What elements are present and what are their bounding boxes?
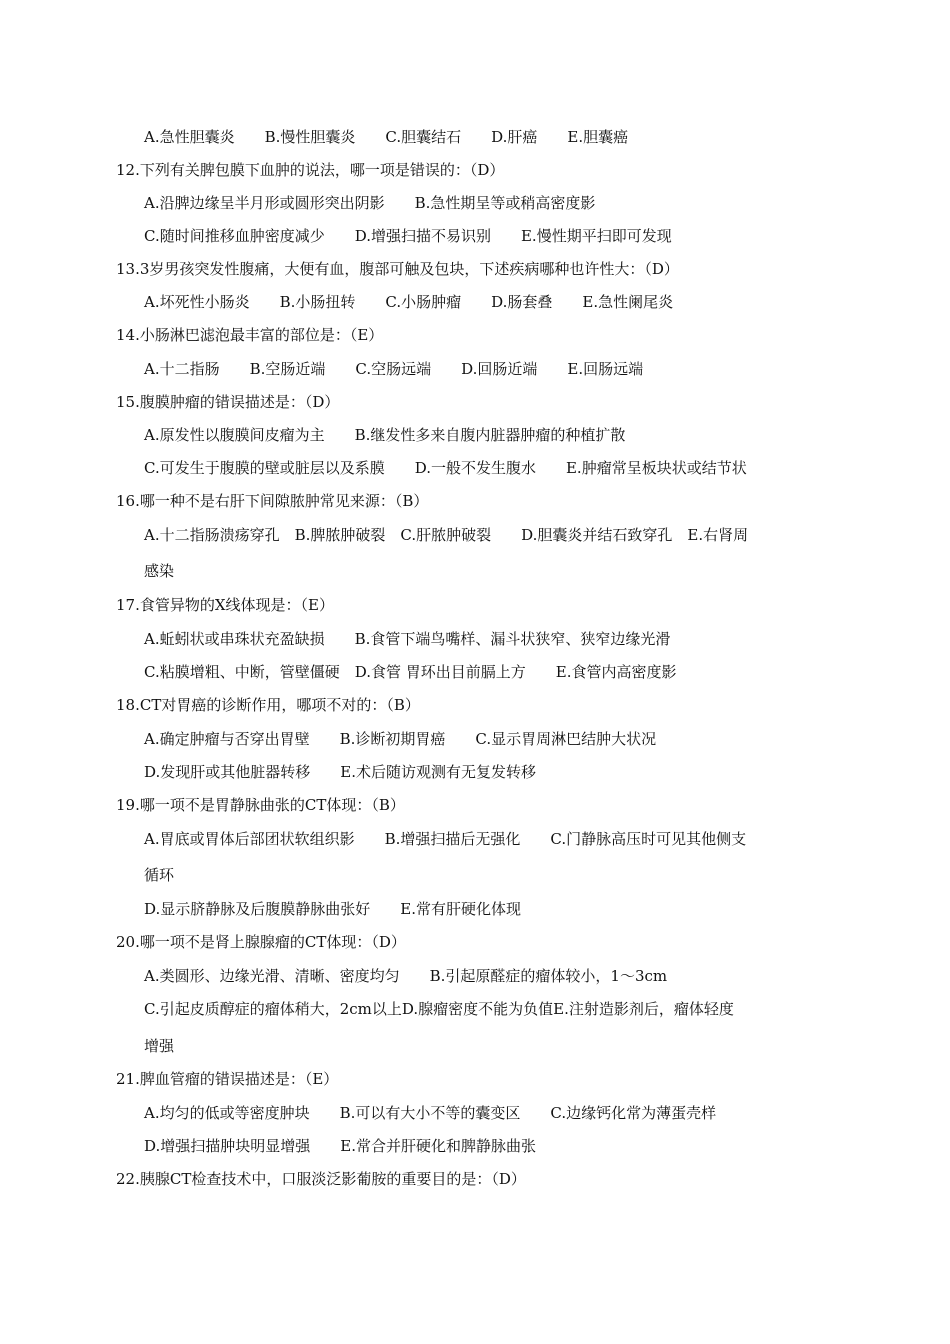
question-line: 20.哪一项不是肾上腺腺瘤的CT体现：（D） bbox=[116, 933, 406, 951]
option-line: A.胃底或胃体后部团状软组织影 B.增强扫描后无强化 C.门静脉高压时可见其他侧支 bbox=[144, 830, 747, 848]
question-line: 17.食管异物的X线体现是：（E） bbox=[116, 596, 334, 614]
question-line: 21.脾血管瘤的错误描述是：（E） bbox=[116, 1070, 339, 1088]
option-line: C.粘膜增粗、中断，管壁僵硬 D.食管 胃环出目前膈上方 E.食管内高密度影 bbox=[144, 663, 677, 681]
question-line: 16.哪一种不是右肝下间隙脓肿常见来源：（B） bbox=[116, 492, 429, 510]
option-line: A.坏死性小肠炎 B.小肠扭转 C.小肠肿瘤 D.肠套叠 E.急性阑尾炎 bbox=[144, 293, 674, 311]
option-line: A.十二指肠溃疡穿孔 B.脾脓肿破裂 C.肝脓肿破裂 D.胆囊炎并结石致穿孔 E.右肾周 bbox=[144, 526, 749, 544]
option-line: C.随时间推移血肿密度减少 D.增强扫描不易识别 E.慢性期平扫即可发现 bbox=[144, 227, 672, 245]
option-line: C.可发生于腹膜的壁或脏层以及系膜 D.一般不发生腹水 E.肿瘤常呈板块状或结节状 bbox=[144, 459, 747, 477]
option-line: A.蚯蚓状或串珠状充盈缺损 B.食管下端鸟嘴样、漏斗状狭窄、狭窄边缘光滑 bbox=[144, 630, 671, 648]
option-line: 增强 bbox=[144, 1037, 175, 1055]
option-line: A.均匀的低或等密度肿块 B.可以有大小不等的囊变区 C.边缘钙化常为薄蛋壳样 bbox=[144, 1104, 717, 1122]
question-line: 22.胰腺CT检查技术中，口服淡泛影葡胺的重要目的是：（D） bbox=[116, 1170, 526, 1188]
option-line: 循环 bbox=[144, 866, 175, 884]
option-line: A.原发性以腹膜间皮瘤为主 B.继发性多来自腹内脏器肿瘤的种植扩散 bbox=[144, 426, 626, 444]
option-line: A.十二指肠 B.空肠近端 C.空肠远端 D.回肠近端 E.回肠远端 bbox=[144, 360, 644, 378]
question-line: 12.下列有关脾包膜下血肿的说法，哪一项是错误的：（D） bbox=[116, 161, 505, 179]
option-line: A.类圆形、边缘光滑、清晰、密度均匀 B.引起原醛症的瘤体较小，1～3cm bbox=[144, 967, 668, 985]
option-line: D.显示脐静脉及后腹膜静脉曲张好 E.常有肝硬化体现 bbox=[144, 900, 521, 918]
question-line: 18.CT对胃癌的诊断作用，哪项不对的：（B） bbox=[116, 696, 420, 714]
option-line: 感染 bbox=[144, 562, 175, 580]
option-line: A.确定肿瘤与否穿出胃壁 B.诊断初期胃癌 C.显示胃周淋巴结肿大状况 bbox=[144, 730, 657, 748]
option-line: D.发现肝或其他脏器转移 E.术后随访观测有无复发转移 bbox=[144, 763, 536, 781]
option-line: C.引起皮质醇症的瘤体稍大，2cm以上D.腺瘤密度不能为负值E.注射造影剂后，瘤体轻度 bbox=[144, 1000, 734, 1018]
option-line: A.急性胆囊炎 B.慢性胆囊炎 C.胆囊结石 D.肝癌 E.胆囊癌 bbox=[144, 128, 629, 146]
question-line: 19.哪一项不是胃静脉曲张的CT体现：（B） bbox=[116, 796, 405, 814]
question-line: 13.3岁男孩突发性腹痛，大便有血，腹部可触及包块，下述疾病哪种也许性大：（D） bbox=[116, 260, 679, 278]
option-line: D.增强扫描肿块明显增强 E.常合并肝硬化和脾静脉曲张 bbox=[144, 1137, 536, 1155]
option-line: A.沿脾边缘呈半月形或圆形突出阴影 B.急性期呈等或稍高密度影 bbox=[144, 194, 596, 212]
question-line: 15.腹膜肿瘤的错误描述是：（D） bbox=[116, 393, 340, 411]
question-line: 14.小肠淋巴滤泡最丰富的部位是：（E） bbox=[116, 326, 384, 344]
